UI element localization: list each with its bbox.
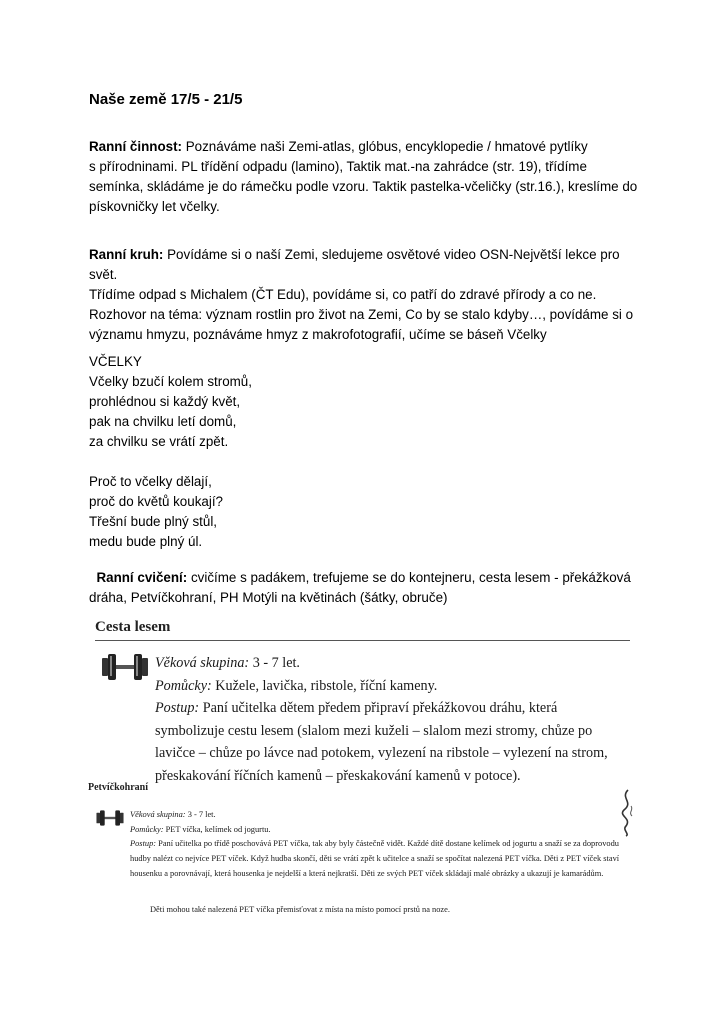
ranni-cinnost-paragraph: [89, 137, 649, 217]
cesta-tools-label: Pomůcky:: [155, 677, 212, 694]
petv-tools-value: PET víčka, kelímek od jogurtu.: [163, 824, 271, 834]
poem-line: za chvilku se vrátí zpět.: [89, 434, 229, 449]
poem-title: VČELKY: [89, 354, 142, 369]
poem-line: Třešní bude plný stůl,: [89, 514, 218, 529]
poem-line: pak na chvilku letí domů,: [89, 414, 237, 429]
ranni-cinnost-line: Poznáváme naši Zemi-atlas, glóbus, encyklopedie / hmatové pytlíky: [182, 139, 588, 154]
poem-stanza-1: [89, 372, 252, 452]
ranni-kruh-line: významu hmyzu, poznáváme hmyz z makrofotografií, učíme se báseň Včelky: [89, 327, 547, 342]
ranni-cviceni-line: dráha, Petvíčkohraní, PH Motýli na květinách (šátky, obruče): [89, 590, 448, 605]
page-title: Naše země 17/5 - 21/5: [89, 91, 243, 108]
ranni-cinnost-line: s přírodninami. PL třídění odpadu (lamino), Taktik mat.-na zahrádce (str. 19), třídíme: [89, 159, 587, 174]
petv-tools-label: Pomůcky:: [130, 824, 164, 834]
ranni-kruh-line: Povídáme si o naší Zemi, sledujeme osvětové video OSN-Největší lekce pro svět.: [89, 247, 620, 282]
ranni-cviceni-line: cvičíme s padákem, trefujeme se do kontejneru, cesta lesem - překážková: [187, 570, 631, 585]
petvickohrani-text: [130, 808, 620, 882]
cesta-age-label: Věková skupina:: [155, 655, 250, 671]
cesta-age-value: 3 - 7 let.: [249, 655, 300, 671]
poem-line: prohlédnou si každý květ,: [89, 394, 241, 409]
poem-stanza-2: [89, 472, 252, 552]
poem-vcelky: [89, 352, 252, 572]
ranni-cinnost-line: semínka, skládáme je do rámečku podle vzoru. Taktik pastelka-včeličky (str.16.), kreslíme do: [89, 179, 638, 194]
poem-line: medu bude plný úl.: [89, 534, 203, 549]
ranni-kruh-label: Ranní kruh:: [89, 247, 164, 262]
petv-procedure-label: Postup:: [130, 839, 157, 849]
petvickohrani-heading: Petvíčkohraní: [88, 782, 148, 793]
poem-line: Proč to včelky dělají,: [89, 474, 212, 489]
ranni-cinnost-line: pískovničky let včelky.: [89, 199, 220, 214]
dumbbell-icon: [95, 808, 125, 828]
cesta-procedure-label: Postup:: [155, 700, 200, 716]
poem-line: proč do květů koukají?: [89, 494, 223, 509]
ranni-cinnost-label: Ranní činnost:: [89, 139, 182, 154]
petv-procedure-value: Paní učitelka po třídě poschovává PET víčka, tak aby byly částečně vidět. Každé dítě dostane kelímek od jogurtu a snaží se za doprovodu hudby nalézt co nejvíce PET víček. Když hudba skončí, děti se vrátí zpět k učitelce a snaží se spočítat nalezená PET víčka. Děti z PET víček staví housenku a porovnávají, která housenka je nejdelší a která nejkratší. Děti ze svých PET víček skládají malé obrázky a ukazují je kamarádům.: [130, 839, 620, 878]
cesta-procedure-value: Paní učitelka dětem předem připraví překážkovou dráhu, která symbolizuje cestu lesem (slalom mezi kuželi – slalom mezi stromy, chůze po lavičce – chůze po lávce nad potokem, vylezení na ribstole – vylezení na strom, přeskakování říčních kamenů – přeskakování kamenů v potoce).: [155, 700, 608, 784]
cesta-lesem-heading: Cesta lesem: [95, 619, 171, 635]
petv-age-label: Věková skupina:: [130, 810, 186, 819]
ranni-cviceni-paragraph: [89, 568, 649, 608]
cesta-tools-value: Kužele, lavička, ribstole, říční kameny.: [211, 677, 438, 694]
poem-line: Včelky bzučí kolem stromů,: [89, 374, 252, 389]
petv-age-value: 3 - 7 let.: [185, 810, 216, 819]
ranni-kruh-line: Rozhovor na téma: význam rostlin pro život na Zemi, Co by se stalo kdyby…, povídáme si o: [89, 307, 634, 322]
ranni-kruh-line: Třídíme odpad s Michalem (ČT Edu), povídáme si, co patří do zdravé přírody a co ne.: [89, 287, 597, 302]
cesta-lesem-divider: [95, 640, 630, 641]
dumbbell-icon: [100, 650, 150, 684]
cesta-lesem-text: [155, 652, 630, 787]
ranni-kruh-paragraph: [89, 245, 649, 345]
petvickohrani-extra: Děti mohou také nalezená PET víčka přemisťovat z místa na místo pomocí prstů na noze.: [150, 905, 450, 914]
ranni-cviceni-label: Ranní cvičení:: [96, 570, 188, 585]
